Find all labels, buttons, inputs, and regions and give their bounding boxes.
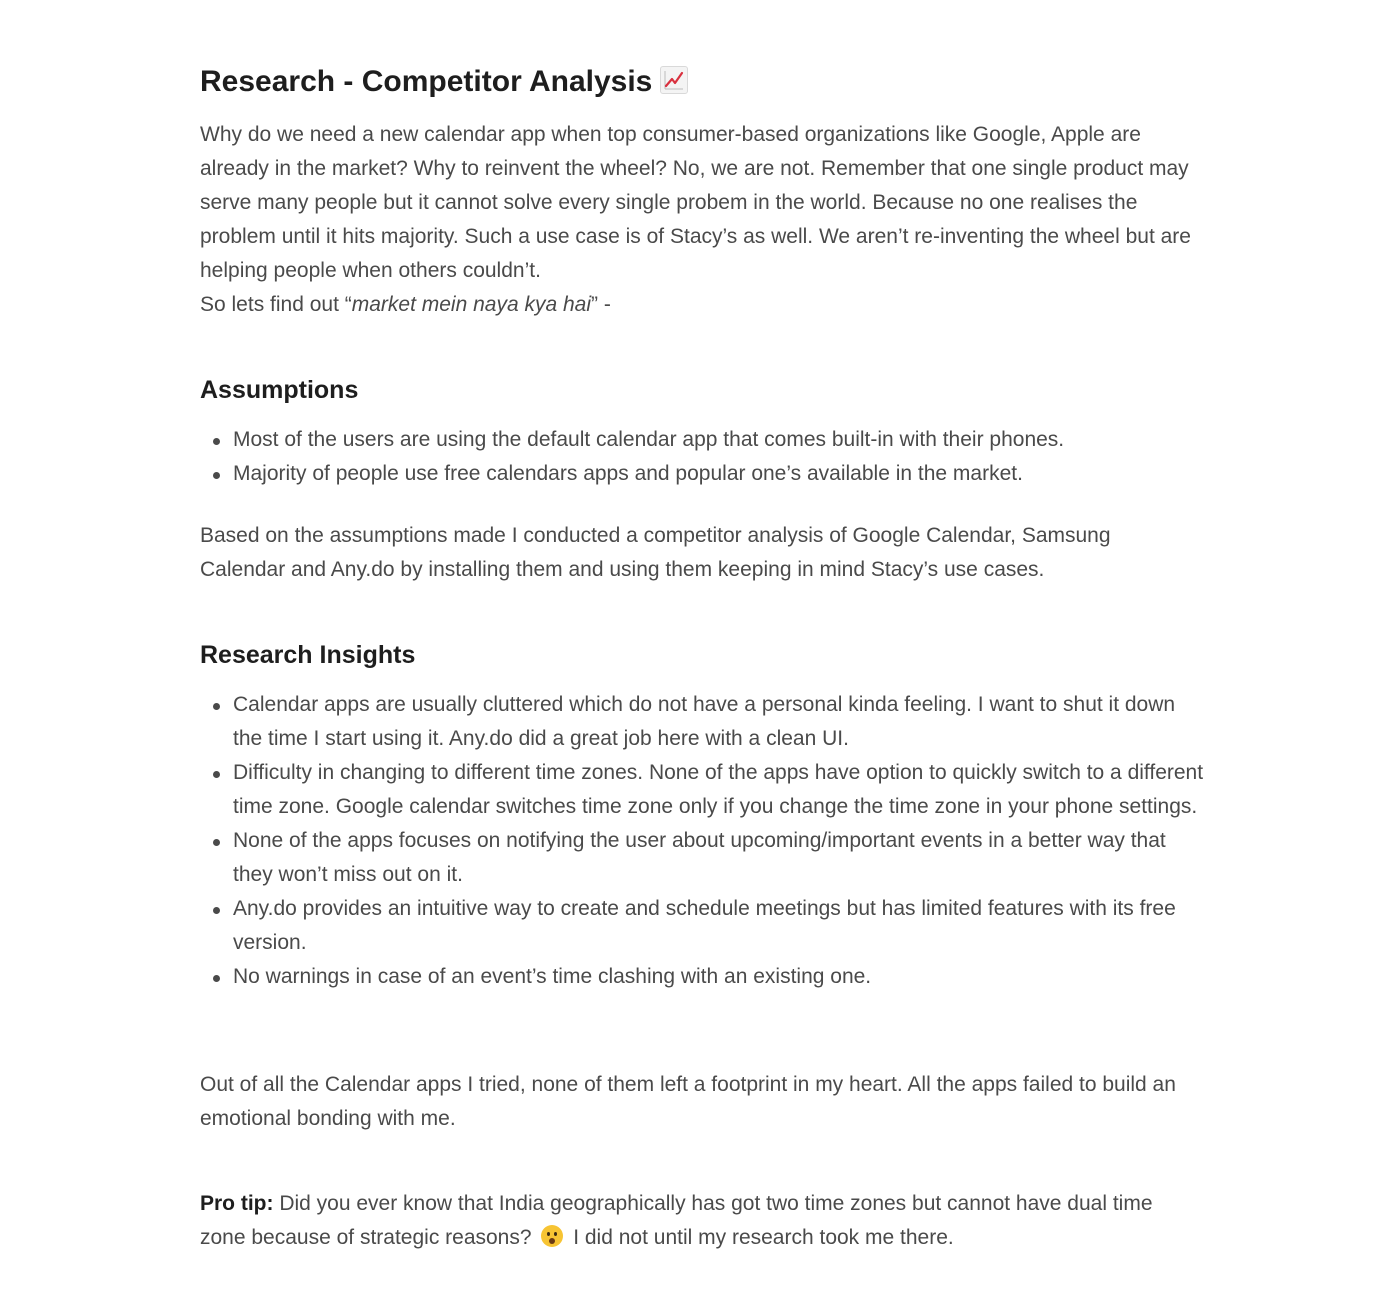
pro-tip-paragraph: [200, 1187, 1200, 1255]
list-item: Most of the users are using the default calendar app that comes built-in with their phones.: [200, 423, 1205, 457]
list-item: Majority of people use free calendars apps and popular one’s available in the market.: [200, 457, 1205, 491]
intro-text: Why do we need a new calendar app when top consumer-based organizations like Google, Apple are already in the market? Why to reinvent the wheel? No, we are not. Remember that one single product may serve many people but it cannot solve every single probem in the world. Because no one realises the problem until it hits majority. Such a use case is of Stacy’s as well. We aren’t re-inventing the wheel but are helping people when others couldn’t.: [200, 123, 1191, 282]
pro-tip-text: Did you ever know that India geographically has got two time zones but cannot have dual time zone because of strategic reasons?: [200, 1192, 1153, 1249]
astonished-face-icon: [541, 1225, 563, 1247]
pro-tip-text-after: I did not until my research took me there.: [567, 1226, 954, 1249]
assumptions-list: [200, 423, 1205, 491]
analysis-paragraph: Based on the assumptions made I conducted a competitor analysis of Google Calendar, Samsung Calendar and Any.do by installing them and using them keeping in mind Stacy’s use cases.: [200, 524, 1111, 581]
pro-tip-label: Pro tip:: [200, 1192, 274, 1215]
list-item: No warnings in case of an event’s time clashing with an existing one.: [200, 960, 1205, 994]
page-title: [200, 60, 688, 104]
conclusion-paragraph: Out of all the Calendar apps I tried, none of them left a footprint in my heart. All the apps failed to build an emotional bonding with me.: [200, 1073, 1176, 1130]
intro-line-prefix: So lets find out “: [200, 293, 352, 316]
assumptions-heading: Assumptions: [200, 376, 359, 404]
list-item: Calendar apps are usually cluttered which do not have a personal kinda feeling. I want to shut it down the time I start using it. Any.do did a great job here with a clean UI.: [200, 688, 1205, 756]
chart-increasing-icon: [660, 66, 688, 94]
list-item: Any.do provides an intuitive way to create and schedule meetings but has limited features with its free version.: [200, 892, 1205, 960]
page-title-text: Research - Competitor Analysis: [200, 65, 653, 98]
intro-line-suffix: ” -: [591, 293, 611, 316]
intro-paragraph: [200, 118, 1200, 322]
insights-list: [200, 688, 1205, 994]
list-item: Difficulty in changing to different time zones. None of the apps have option to quickly switch to a different time zone. Google calendar switches time zone only if you change the time zone in your phone settings.: [200, 756, 1205, 824]
list-item: None of the apps focuses on notifying the user about upcoming/important events in a better way that they won’t miss out on it.: [200, 824, 1205, 892]
intro-line-italic: market mein naya kya hai: [351, 293, 592, 316]
insights-heading: Research Insights: [200, 641, 416, 669]
